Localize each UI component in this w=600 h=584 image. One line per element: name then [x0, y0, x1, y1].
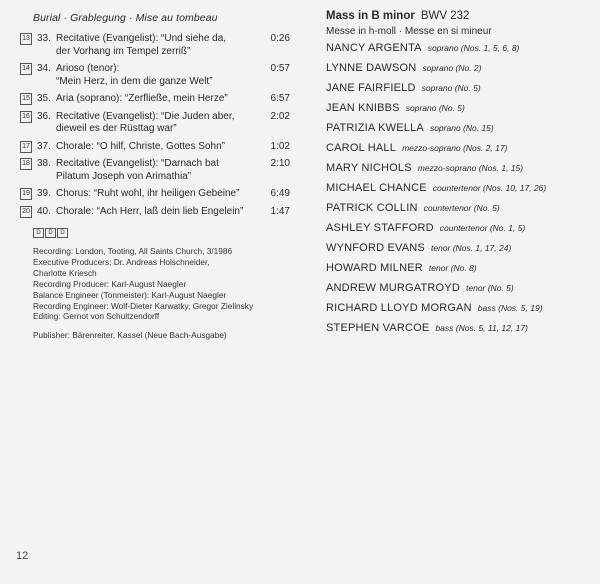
track-number: 40.: [37, 205, 51, 217]
performer-entry: [326, 238, 588, 258]
performer-role: countertenor (Nos. 10, 17, 26): [432, 183, 547, 193]
track-duration: 1:47: [270, 205, 290, 217]
track-row: [20, 33, 298, 58]
track-row: [20, 188, 298, 201]
performer-name: ASHLEY STAFFORD: [326, 222, 434, 234]
track-index-box: 15: [20, 93, 32, 105]
track-duration: 2:02: [270, 110, 290, 122]
credit-line: Executive Producers: Dr. Andreas Holschneider,: [33, 256, 210, 267]
performer-role: soprano (Nos. 1, 5, 6, 8): [427, 43, 520, 53]
track-title-cont: “Mein Herz, in dem die ganze Welt”: [56, 75, 213, 87]
performer-name: RICHARD LLOYD MORGAN: [326, 302, 472, 314]
work-subtitle: Messe in h-moll · Messe en si mineur: [326, 26, 492, 37]
performer-entry: [326, 318, 588, 338]
track-row: [20, 111, 298, 136]
performer-role: bass (Nos. 5, 19): [477, 303, 543, 313]
track-title: Recitative (Evangelist): “Darnach bat: [56, 158, 219, 169]
performer-entry: [326, 198, 588, 218]
track-title: Chorale: “O hilf, Christe, Gottes Sohn”: [56, 140, 225, 152]
track-number: 37.: [37, 140, 51, 152]
track-index-box: 20: [20, 206, 32, 218]
left-column: [20, 12, 298, 340]
performer-entry: [326, 298, 588, 318]
track-number: 33.: [37, 33, 51, 44]
performer-role: tenor (Nos. 1, 17, 24): [430, 243, 512, 253]
credit-line: Recording Producer: Karl-August Naegler: [33, 278, 187, 289]
track-duration: 0:57: [270, 63, 290, 74]
track-row: [20, 158, 298, 183]
right-column: [326, 10, 588, 338]
performer-role: soprano (No. 5): [421, 83, 481, 93]
credit-line: Recording Engineer: Wolf-Dieter Karwatky, Gregor Zielinsky: [33, 300, 254, 311]
track-number: 36.: [37, 110, 51, 122]
credit-line: Balance Engineer (Tonmeister): Karl-August Naegler: [33, 289, 227, 300]
track-title: Chorus: “Ruht wohl, ihr heiligen Gebeine”: [56, 188, 240, 199]
track-title-cont: Pilatum Joseph von Arimathia”: [56, 170, 192, 182]
track-list: [20, 33, 298, 218]
track-row: [20, 93, 298, 106]
performer-entry: [326, 218, 588, 238]
performer-entry: [326, 258, 588, 278]
performer-entry: [326, 278, 588, 298]
performer-role: mezzo-soprano (Nos. 2, 17): [402, 143, 508, 153]
ddd-letter: D: [33, 228, 44, 238]
track-title: Chorale: “Ach Herr, laß dein lieb Engelein”: [56, 205, 244, 217]
track-duration: 0:26: [270, 33, 290, 44]
track-index-box: 16: [20, 111, 32, 123]
performer-entry: [326, 78, 588, 98]
performer-entry: [326, 58, 588, 78]
credit-line: Charlotte Kriesch: [33, 267, 97, 278]
performer-role: countertenor (No. 5): [423, 203, 500, 213]
track-index-box: 19: [20, 188, 32, 200]
track-duration: 6:57: [270, 93, 290, 104]
performer-role: mezzo-soprano (Nos. 1, 15): [417, 163, 524, 173]
performer-name: MARY NICHOLS: [326, 162, 412, 174]
page-number: 12: [16, 550, 29, 562]
credit-line: Recording: London, Tooting, All Saints Church, 3/1986: [33, 246, 233, 256]
performer-role: tenor (No. 8): [428, 263, 477, 273]
track-number: 35.: [37, 93, 51, 104]
performer-entry: [326, 138, 588, 158]
recording-credits: [33, 246, 298, 322]
track-row: [20, 206, 298, 219]
performer-role: countertenor (No. 1, 5): [439, 223, 526, 233]
track-number: 39.: [37, 188, 51, 199]
performer-role: bass (Nos. 5, 11, 12, 17): [435, 323, 528, 333]
section-heading: Burial · Grablegung · Mise au tombeau: [33, 12, 218, 24]
performer-name: WYNFORD EVANS: [326, 242, 425, 254]
performer-entry: [326, 98, 588, 118]
credit-line: Editing: Gernot von Schultzendorff: [33, 311, 160, 322]
performer-name: PATRIZIA KWELLA: [326, 122, 424, 134]
track-index-box: 17: [20, 141, 32, 153]
track-title: Arioso (tenor):: [56, 63, 120, 74]
performer-list: [326, 38, 588, 338]
performer-entry: [326, 158, 588, 178]
performer-name: NANCY ARGENTA: [326, 42, 422, 54]
performer-name: JANE FAIRFIELD: [326, 82, 416, 94]
track-index-box: 13: [20, 33, 32, 45]
track-row: [20, 63, 298, 88]
performer-entry: [326, 178, 588, 198]
track-number: 34.: [37, 63, 51, 74]
performer-role: soprano (No. 2): [422, 63, 482, 73]
track-number: 38.: [37, 158, 51, 169]
performer-role: soprano (No. 5): [405, 103, 465, 113]
track-duration: 2:10: [270, 158, 290, 169]
track-title-cont: der Vorhang im Tempel zerriß”: [56, 45, 191, 57]
performer-name: ANDREW MURGATROYD: [326, 282, 460, 294]
track-title: Recitative (Evangelist): “Die Juden aber,: [56, 110, 235, 122]
work-title: [326, 10, 588, 22]
performer-name: CAROL HALL: [326, 142, 397, 154]
performer-name: PATRICK COLLIN: [326, 202, 418, 214]
ddd-letter: D: [45, 228, 56, 238]
track-duration: 1:02: [270, 140, 290, 152]
performer-role: tenor (No. 5): [465, 283, 514, 293]
performer-name: HOWARD MILNER: [326, 262, 423, 274]
track-duration: 6:49: [270, 188, 290, 199]
track-title: Recitative (Evangelist): “Und siehe da,: [56, 33, 227, 44]
performer-name: STEPHEN VARCOE: [326, 322, 430, 334]
track-row: [20, 141, 298, 154]
performer-name: JEAN KNIBBS: [326, 102, 400, 114]
performer-entry: [326, 38, 588, 58]
ddd-recording-mark: [33, 228, 298, 237]
publisher-line: Publisher: Bärenreiter, Kassel (Neue Bach-Ausgabe): [33, 330, 227, 341]
performer-role: soprano (No. 15): [429, 123, 494, 133]
performer-name: MICHAEL CHANCE: [326, 182, 427, 194]
bwv-number: BWV 232: [420, 10, 470, 22]
track-index-box: 18: [20, 158, 32, 170]
performer-name: LYNNE DAWSON: [326, 62, 417, 74]
track-title-cont: dieweil es der Rüsttag war”: [56, 123, 177, 134]
work-title-text: Mass in B minor: [326, 10, 415, 22]
track-index-box: 14: [20, 63, 32, 75]
track-title: Aria (soprano): “Zerfließe, mein Herze”: [56, 93, 228, 104]
ddd-letter: D: [57, 228, 68, 238]
performer-entry: [326, 118, 588, 138]
